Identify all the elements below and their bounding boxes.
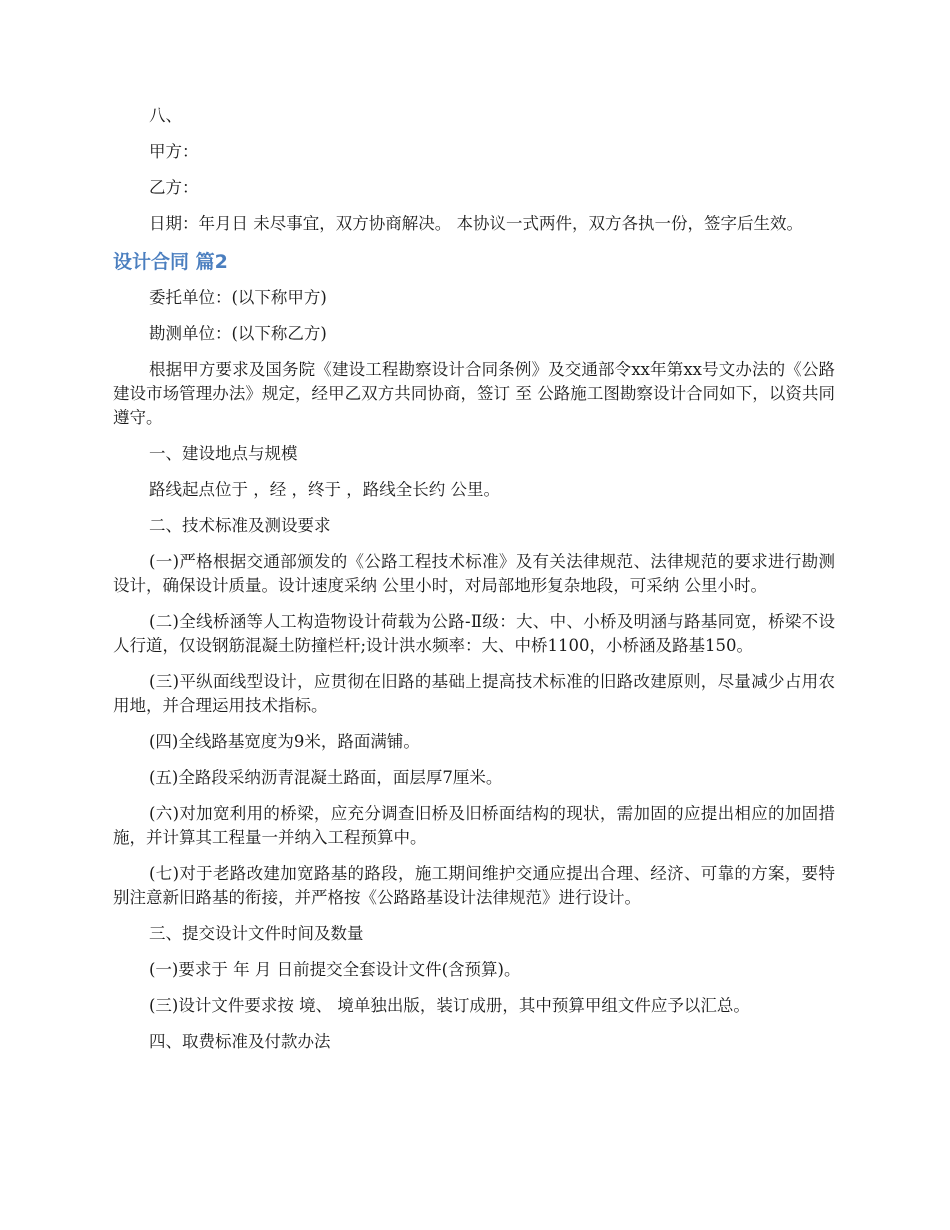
paragraph-route-location: 路线起点位于 ，经 ，终于 ，路线全长约 公里。 <box>149 480 500 499</box>
paragraph-standard-1: (一)严格根据交通部颁发的《公路工程技术标准》及有关法律规范、法律规范的要求进行勘测设计，确保设计质量。设计速度采纳 公里小时，对局部地形复杂地段，可采纳 公里小时。 <box>113 552 835 595</box>
paragraph-clause-heading-1: 一、建设地点与规模 <box>149 444 298 463</box>
paragraph-standard-5: (五)全路段采纳沥青混凝土路面，面层厚7厘米。 <box>149 768 503 787</box>
paragraph-clause-heading-3: 三、提交设计文件时间及数量 <box>149 924 364 943</box>
paragraph-section-eight: 八、 <box>149 106 182 125</box>
paragraph-standard-6: (六)对加宽利用的桥梁，应充分调查旧桥及旧桥面结构的现状，需加固的应提出相应的加固措施，并计算其工程量一并纳入工程预算中。 <box>113 804 835 847</box>
paragraph-standard-3: (三)平纵面线型设计，应贯彻在旧路的基础上提高技术标准的旧路改建原则，尽量减少占用农用地，并合理运用技术指标。 <box>113 672 835 715</box>
document-page <box>113 104 835 1066</box>
paragraph-client-unit: 委托单位：(以下称甲方) <box>149 288 327 307</box>
paragraph-standard-4: (四)全线路基宽度为9米，路面满铺。 <box>149 732 420 751</box>
paragraph-clause-heading-4: 四、取费标准及付款办法 <box>149 1032 331 1051</box>
paragraph-standard-7: (七)对于老路改建加宽路基的路段，施工期间维护交通应提出合理、经济、可靠的方案，要特别注意新旧路基的衔接，并严格按《公路路基设计法律规范》进行设计。 <box>113 864 835 907</box>
paragraph-basis: 根据甲方要求及国务院《建设工程勘察设计合同条例》及交通部令xx年第xx号文办法的《公路建设市场管理办法》规定，经甲乙双方共同协商，签订 至 公路施工图勘察设计合同如下，以资共同遵守。 <box>113 360 835 427</box>
paragraph-delivery-3: (三)设计文件要求按 境、 境单独出版，装订成册，其中预算甲组文件应予以汇总。 <box>149 996 750 1015</box>
paragraph-party-a: 甲方： <box>149 142 199 161</box>
paragraph-standard-2: (二)全线桥涵等人工构造物设计荷载为公路-Ⅱ级：大、中、小桥及明涵与路基同宽，桥梁不设人行道，仅设钢筋混凝土防撞栏杆;设计洪水频率：大、中桥1100，小桥涵及路基150。 <box>113 612 835 655</box>
paragraph-clause-heading-2: 二、技术标准及测设要求 <box>149 516 331 535</box>
paragraph-survey-unit: 勘测单位：(以下称乙方) <box>149 324 327 343</box>
paragraph-delivery-1: (一)要求于 年 月 日前提交全套设计文件(含预算)。 <box>149 960 521 979</box>
paragraph-date-signature: 日期：年月日 未尽事宜，双方协商解决。 本协议一式两件，双方各执一份，签字后生效。 <box>149 214 803 233</box>
paragraph-party-b: 乙方： <box>149 178 199 197</box>
section-heading: 设计合同 篇2 <box>113 251 228 273</box>
